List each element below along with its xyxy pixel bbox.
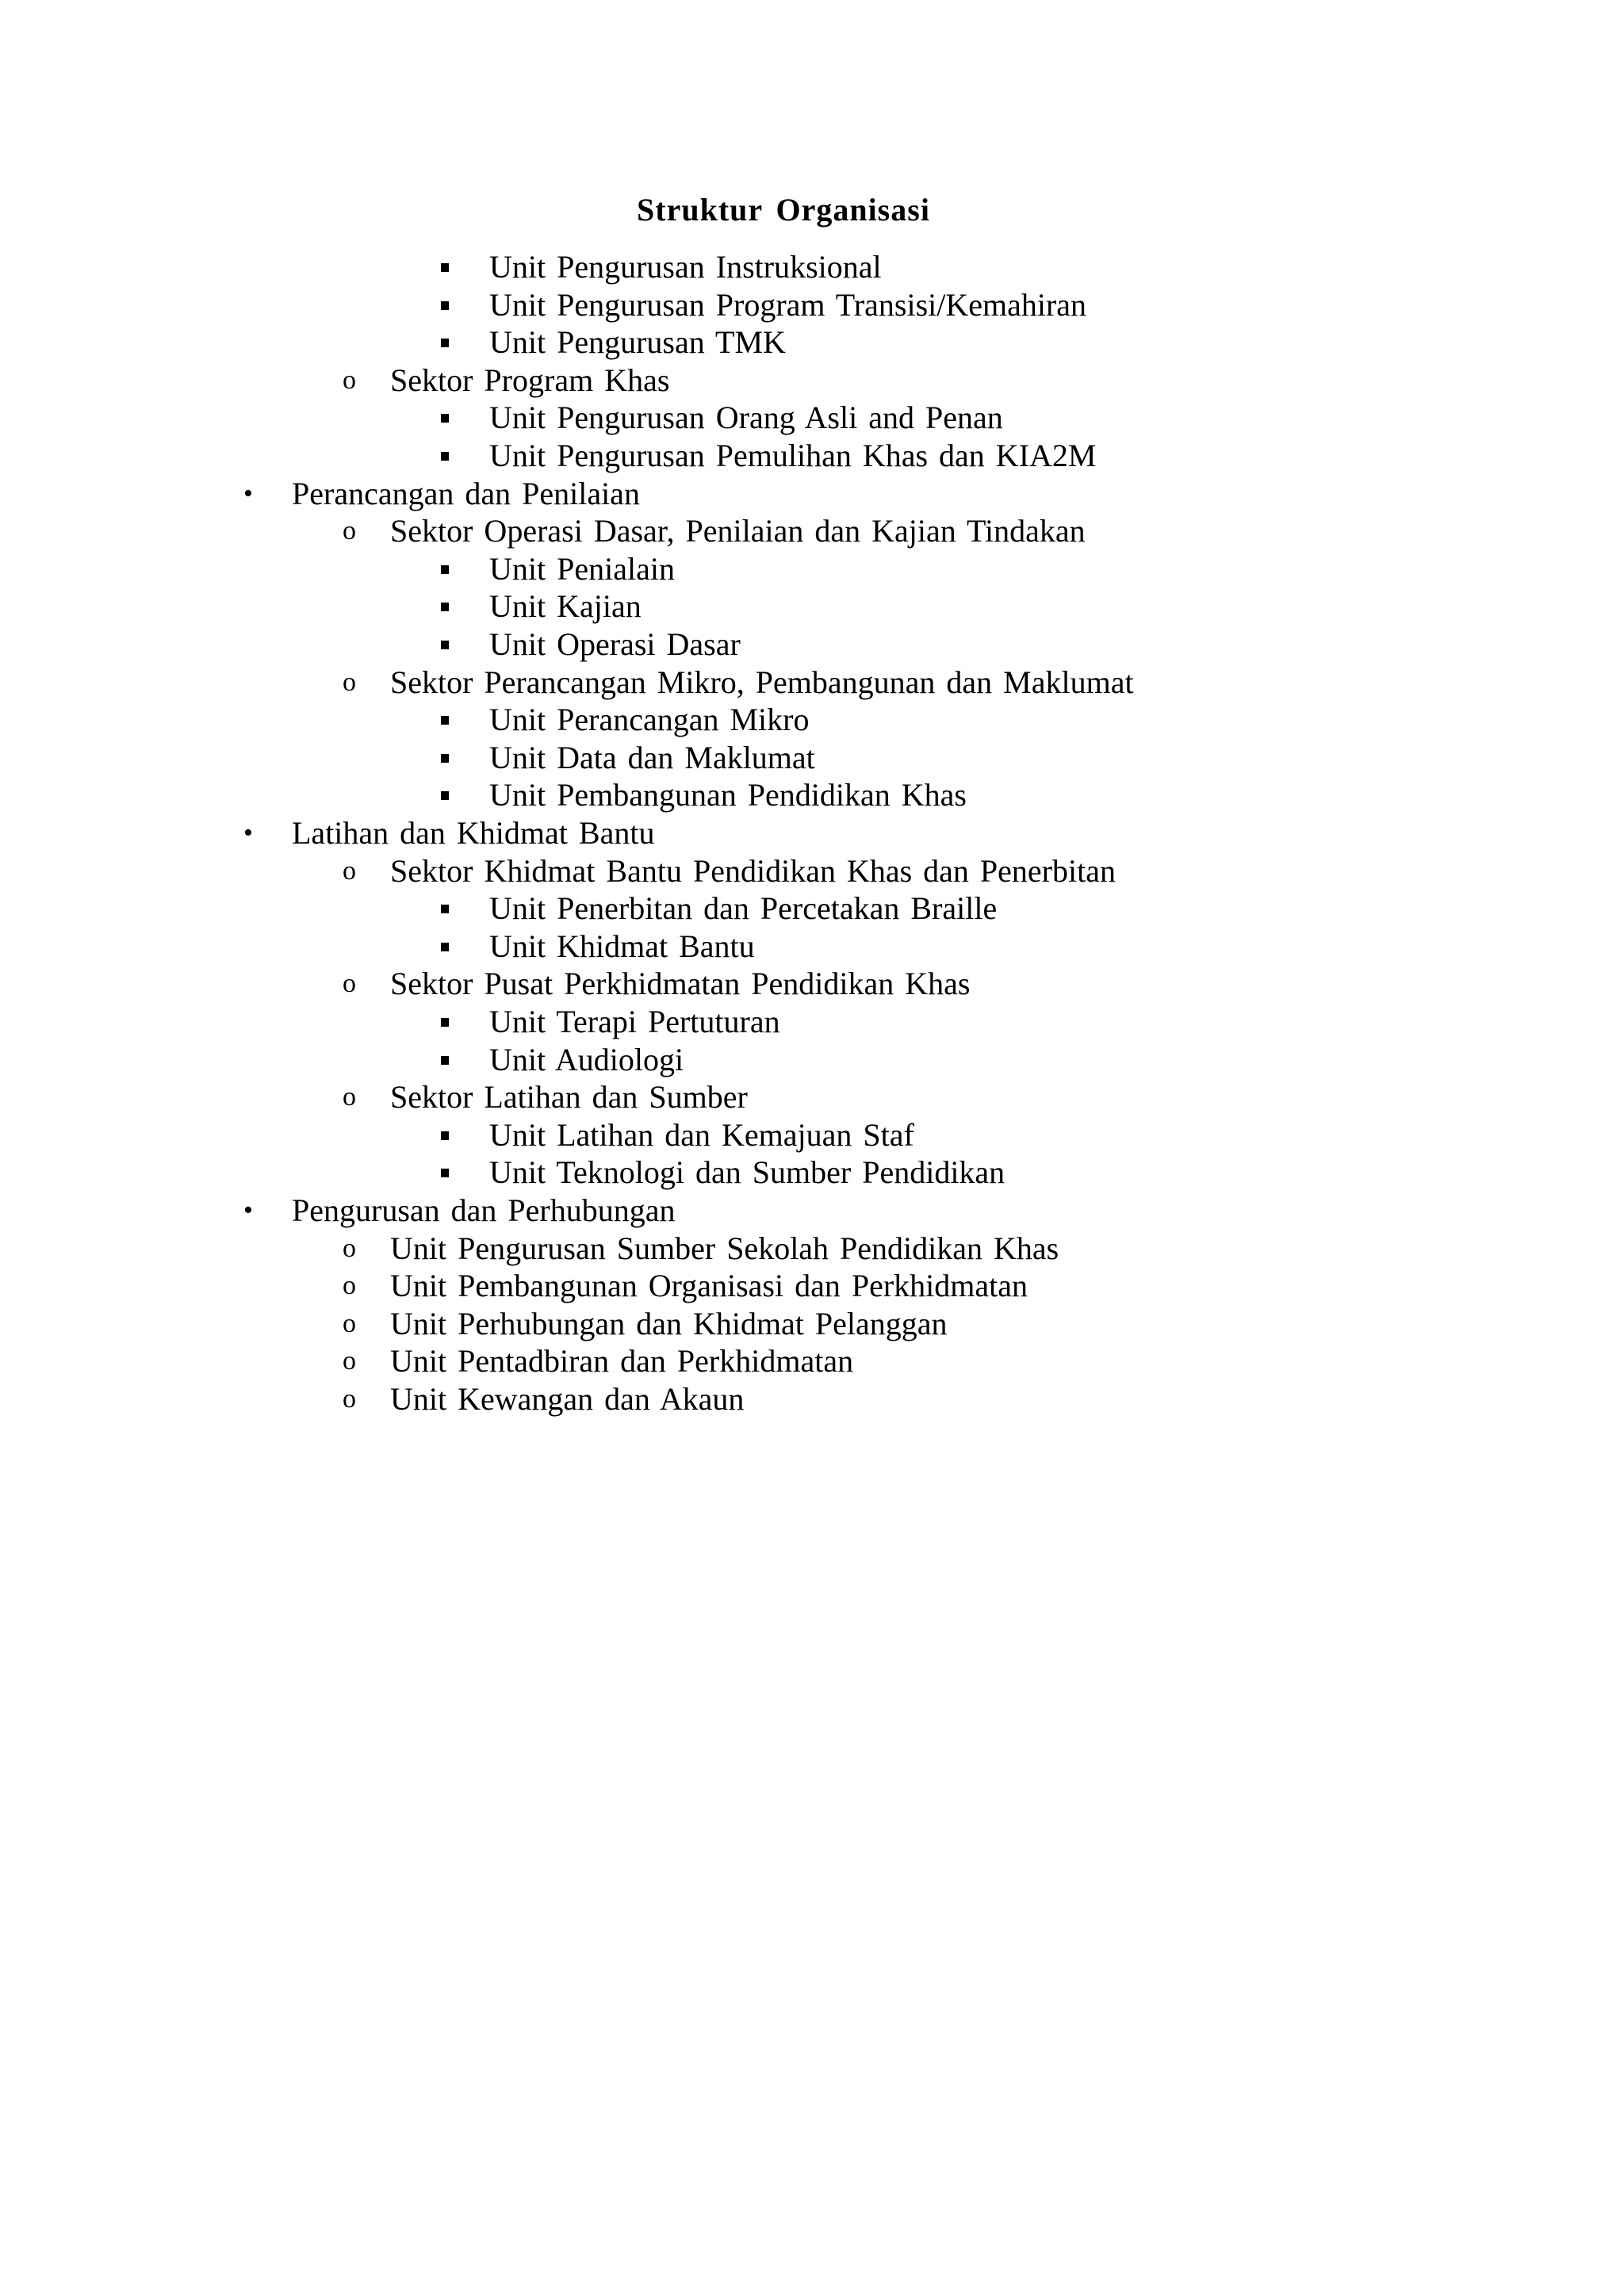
- bullet-circle-icon: o: [343, 516, 356, 546]
- bullet-square-icon: [441, 905, 449, 913]
- list-item-text: Unit Kajian: [489, 588, 642, 625]
- list-item-text: Unit Perhubungan dan Khidmat Pelanggan: [390, 1305, 948, 1341]
- bullet-circle-icon: o: [343, 667, 356, 697]
- bullet-square-icon: [441, 754, 449, 763]
- list-item-text: Sektor Perancangan Mikro, Pembangunan dan Maklumat: [390, 664, 1134, 700]
- list-item-text: Unit Latihan dan Kemajuan Staf: [489, 1116, 914, 1153]
- bullet-dot-icon: •: [243, 818, 253, 848]
- bullet-circle-icon: o: [343, 1384, 356, 1414]
- list-item-text: Unit Pengurusan TMK: [489, 324, 786, 361]
- list-item-text: Unit Teknologi dan Sumber Pendidikan: [489, 1154, 1005, 1191]
- bullet-dot-icon: •: [243, 478, 253, 508]
- list-item-text: Sektor Khidmat Bantu Pendidikan Khas dan Penerbitan: [390, 852, 1116, 889]
- bullet-circle-icon: o: [343, 855, 356, 886]
- bullet-square-icon: [441, 1056, 449, 1065]
- list-item-text: Unit Pengurusan Orang Asli and Penan: [489, 400, 1003, 436]
- list-item-text: Unit Pembangunan Organisasi dan Perkhidmatan: [390, 1268, 1028, 1304]
- bullet-circle-icon: o: [343, 1082, 356, 1112]
- bullet-circle-icon: o: [343, 1346, 356, 1376]
- bullet-square-icon: [441, 641, 449, 649]
- list-item-text: Unit Khidmat Bantu: [489, 928, 755, 964]
- list-item-text: Unit Data dan Maklumat: [489, 739, 815, 775]
- list-item-text: Unit Perancangan Mikro: [489, 702, 810, 738]
- list-item-text: Sektor Latihan dan Sumber: [390, 1079, 748, 1115]
- bullet-square-icon: [441, 943, 449, 951]
- bullet-square-icon: [441, 263, 449, 272]
- bullet-square-icon: [441, 716, 449, 725]
- bullet-circle-icon: o: [343, 1233, 356, 1263]
- list-item-text: Pengurusan dan Perhubungan: [292, 1192, 676, 1228]
- list-item-text: Sektor Operasi Dasar, Penilaian dan Kajian Tindakan: [390, 513, 1086, 549]
- bullet-circle-icon: o: [343, 1271, 356, 1301]
- bullet-square-icon: [441, 339, 449, 347]
- page-title: Struktur Organisasi: [637, 192, 930, 228]
- list-item-text: Unit Kewangan dan Akaun: [390, 1381, 745, 1417]
- bullet-square-icon: [441, 1131, 449, 1140]
- bullet-square-icon: [441, 1169, 449, 1177]
- bullet-square-icon: [441, 452, 449, 461]
- bullet-square-icon: [441, 565, 449, 574]
- list-item-text: Unit Pengurusan Sumber Sekolah Pendidikan Khas: [390, 1230, 1059, 1266]
- list-item-text: Sektor Program Khas: [390, 362, 670, 398]
- list-item-text: Unit Pentadbiran dan Perkhidmatan: [390, 1343, 854, 1380]
- bullet-square-icon: [441, 603, 449, 611]
- bullet-circle-icon: o: [343, 1308, 356, 1338]
- list-item-text: Unit Pengurusan Instruksional: [489, 249, 882, 285]
- list-item-text: Unit Pembangunan Pendidikan Khas: [489, 777, 967, 813]
- bullet-square-icon: [441, 414, 449, 423]
- list-item-text: Sektor Pusat Perkhidmatan Pendidikan Khas: [390, 966, 971, 1002]
- list-item-text: Latihan dan Khidmat Bantu: [292, 815, 655, 851]
- list-item-text: Unit Penialain: [489, 550, 675, 587]
- bullet-square-icon: [441, 1018, 449, 1027]
- bullet-dot-icon: •: [243, 1196, 253, 1225]
- list-item-text: Perancangan dan Penilaian: [292, 475, 640, 511]
- list-item-text: Unit Audiologi: [489, 1041, 684, 1077]
- list-item-text: Unit Terapi Pertuturan: [489, 1004, 780, 1039]
- list-item-text: Unit Pengurusan Program Transisi/Kemahiran: [489, 286, 1087, 323]
- bullet-circle-icon: o: [343, 365, 356, 395]
- bullet-circle-icon: o: [343, 969, 356, 999]
- list-item-text: Unit Pengurusan Pemulihan Khas dan KIA2M: [489, 438, 1097, 473]
- bullet-square-icon: [441, 791, 449, 800]
- list-item-text: Unit Penerbitan dan Percetakan Braille: [489, 890, 998, 927]
- list-item-text: Unit Operasi Dasar: [489, 626, 741, 662]
- bullet-square-icon: [441, 301, 449, 310]
